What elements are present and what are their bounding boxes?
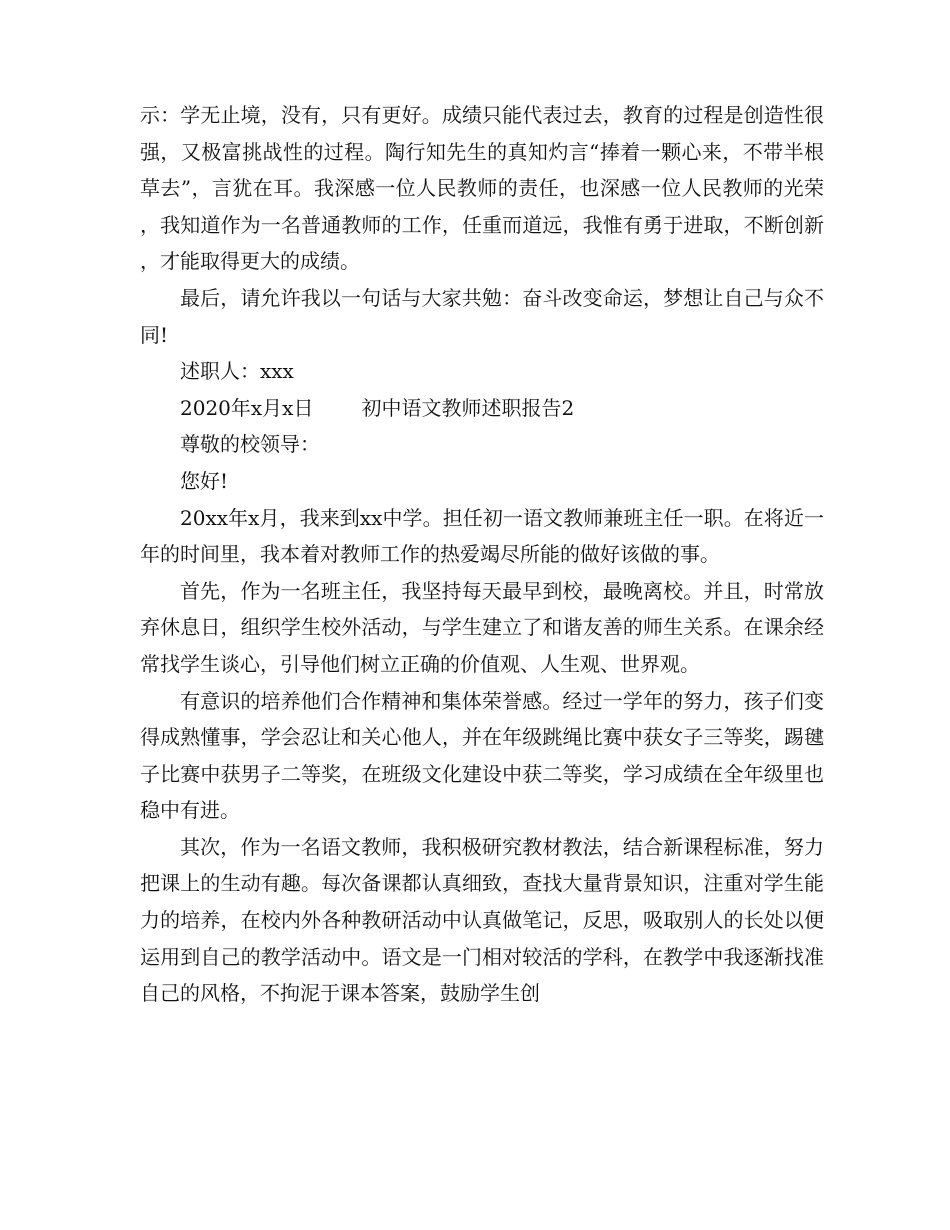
report-heading: 初中语文教师述职报告2 — [361, 395, 575, 420]
paragraph-closing: 最后，请允许我以一句话与大家共勉：奋斗改变命运，梦想让自己与众不同! — [140, 285, 824, 347]
report-date: 2020年x月x日 — [180, 395, 314, 420]
salutation: 尊敬的校领导： — [180, 432, 320, 457]
signature-line: 述职人：xxx — [180, 359, 294, 384]
paragraph-continuation: 示：学无止境，没有，只有更好。成绩只能代表过去，教育的过程是创造性很强，又极富挑战性的过程。陶行知先生的真知灼言“捧着一颗心来，不带半根草去”，言犹在耳。我深感一位人民教师的责任，也深感一位人民教师的光荣，我知道作为一名普通教师的工作，任重而道远，我惟有勇于进取，不断创新，才能取得更大的成绩。 — [140, 103, 824, 274]
paragraph-class-teacher: 首先，作为一名班主任，我坚持每天最早到校，最晚离校。并且，时常放弃休息日，组织学生校外活动，与学生建立了和谐友善的师生关系。在课余经常找学生谈心，引导他们树立正确的价值观、人生观、世界观。 — [140, 578, 824, 676]
paragraph-collective: 有意识的培养他们合作精神和集体荣誉感。经过一学年的努力，孩子们变得成熟懂事，学会忍让和关心他人，并在年级跳绳比赛中获女子三等奖，踢毽子比赛中获男子二等奖，在班级文化建设中获二等奖，学习成绩在全年级里也稳中有进。 — [140, 688, 824, 823]
date-heading-line — [140, 390, 824, 427]
paragraph-intro: 20xx年x月，我来到xx中学。担任初一语文教师兼班主任一职。在将近一年的时间里，我本着对教师工作的热爱竭尽所能的做好该做的事。 — [140, 505, 824, 567]
greeting: 您好! — [180, 468, 229, 493]
paragraph-chinese-teacher: 其次，作为一名语文教师，我积极研究教材教法，结合新课程标准，努力把课上的生动有趣。每次备课都认真细致，查找大量背景知识，注重对学生能力的培养，在校内外各种教研活动中认真做笔记，反思，吸取别人的长处以便运用到自己的教学活动中。语文是一门相对较活的学科，在教学中我逐渐找准自己的风格，不拘泥于课本答案，鼓励学生创 — [140, 834, 824, 1006]
document-body — [140, 97, 824, 1012]
